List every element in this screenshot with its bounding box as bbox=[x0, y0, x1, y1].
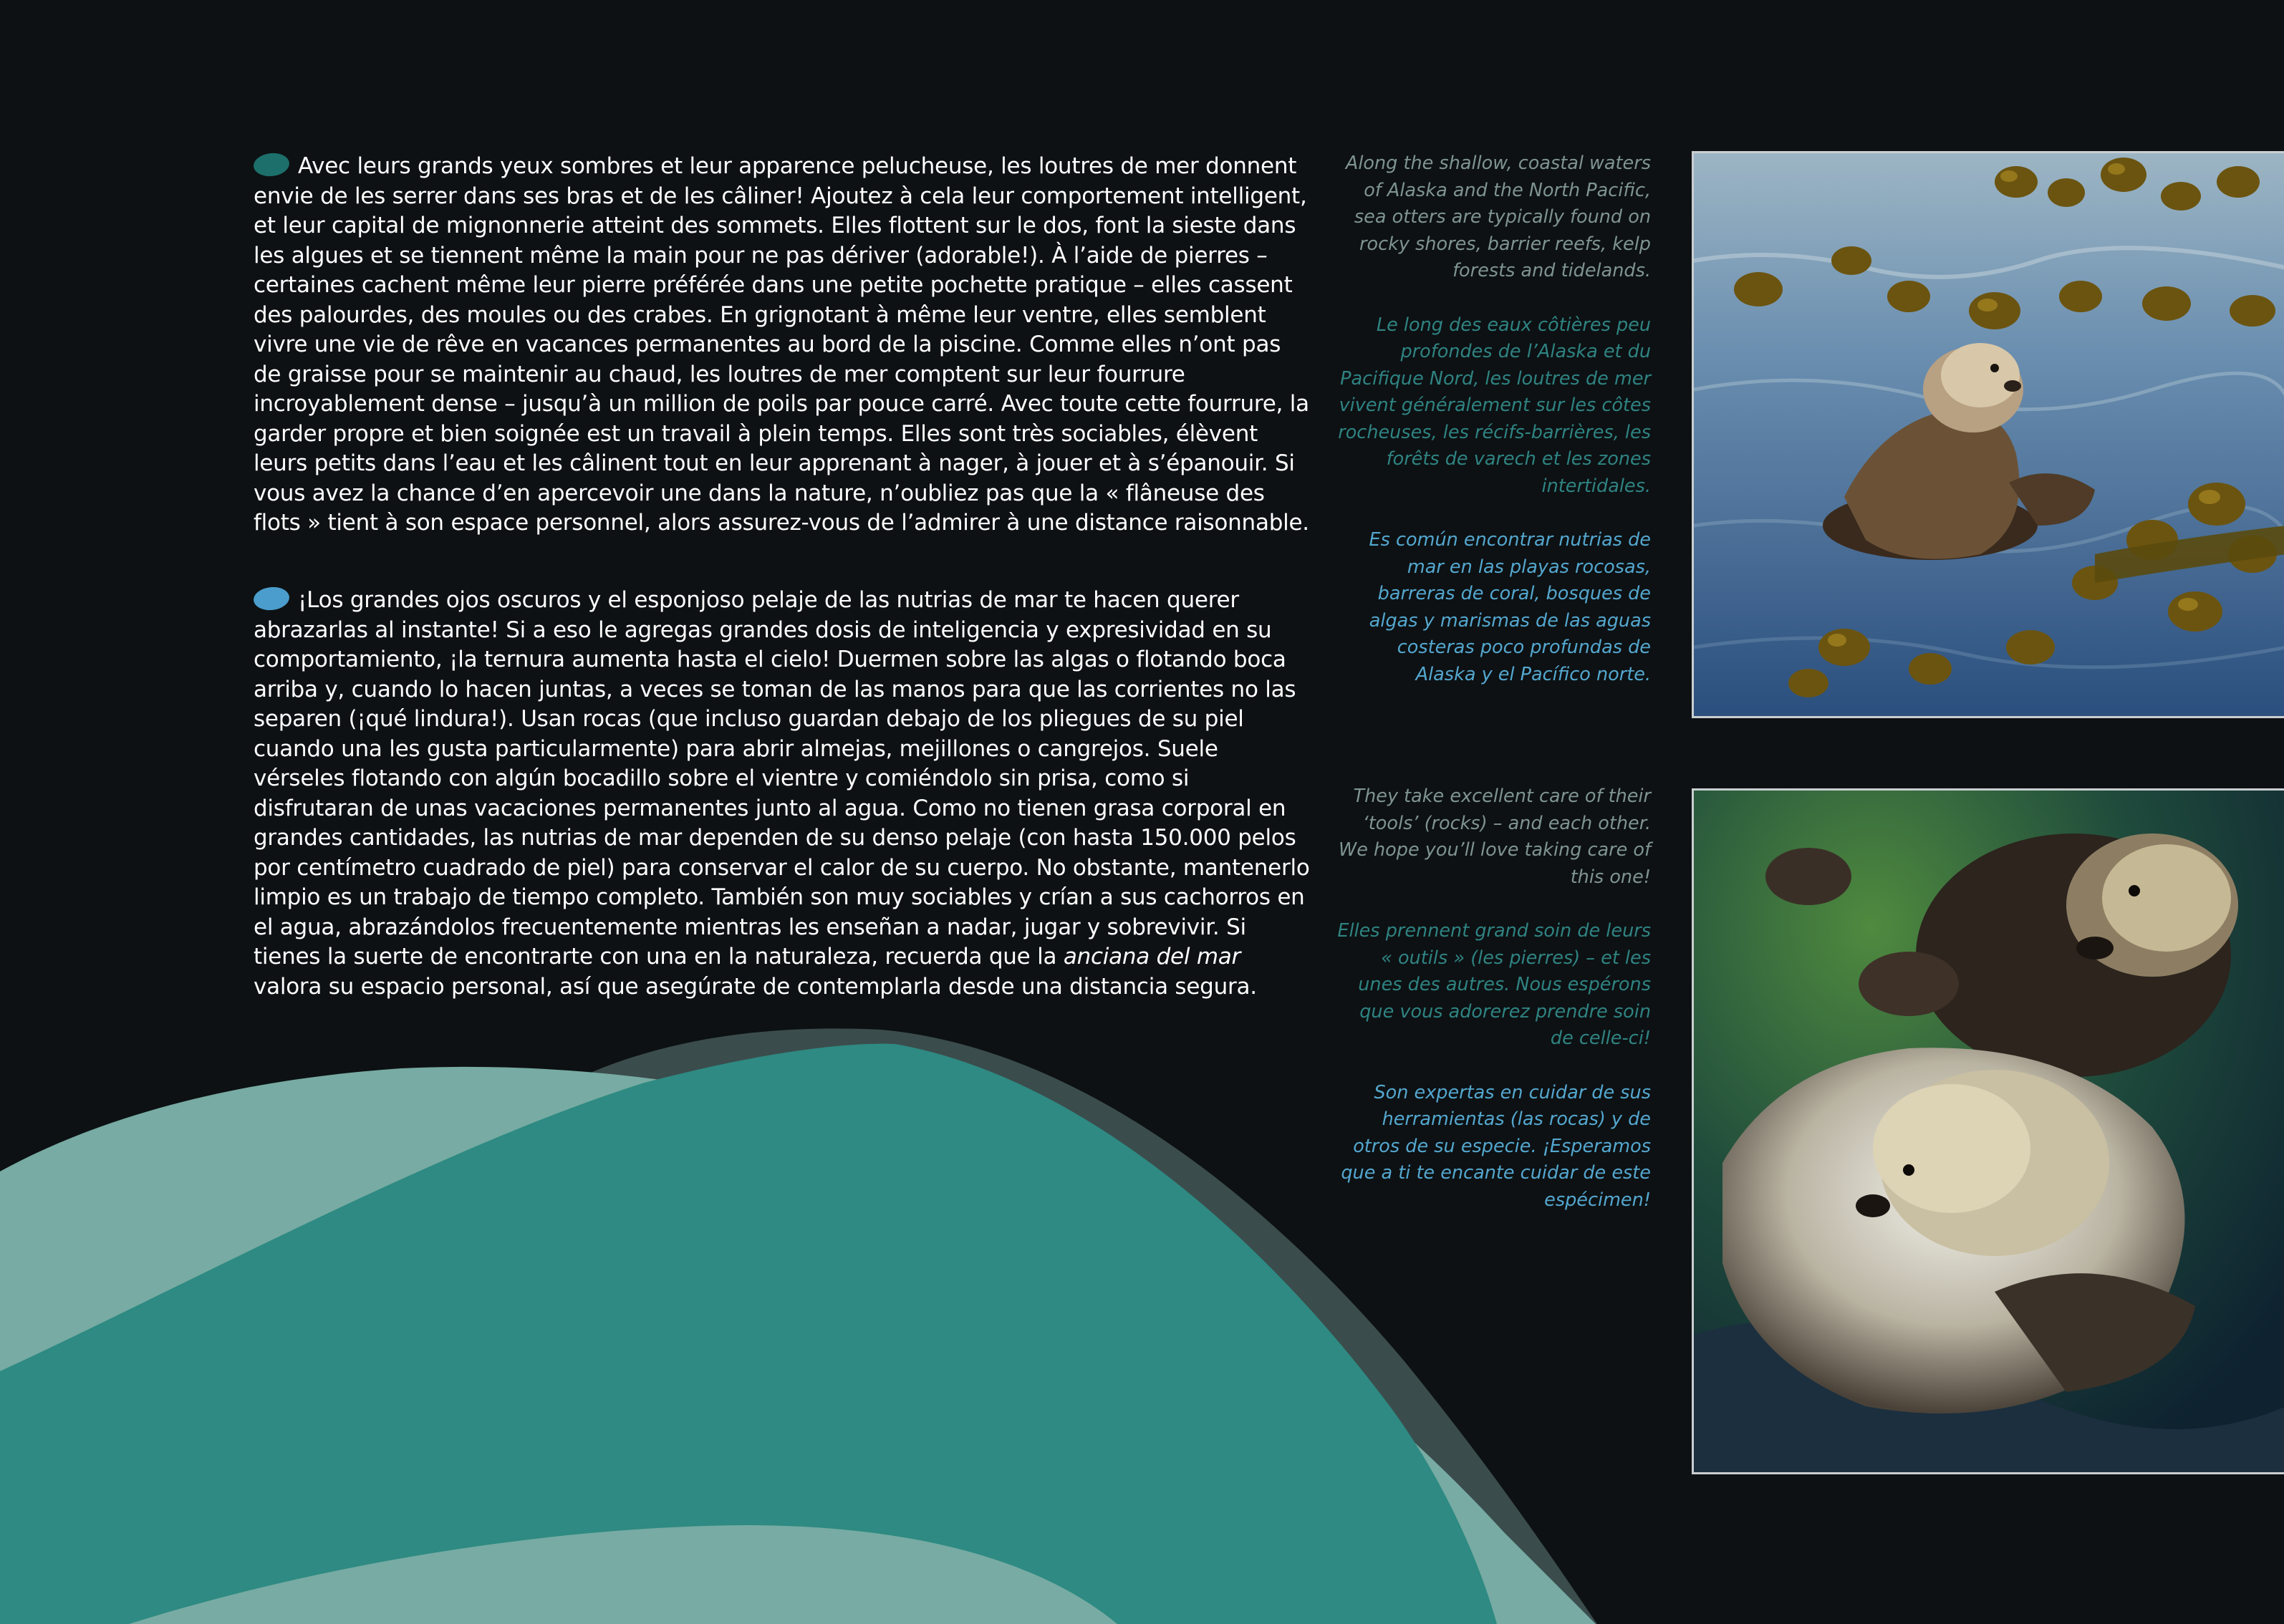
bullet-spanish bbox=[252, 585, 290, 612]
bullet-french bbox=[252, 151, 290, 178]
paragraph-spanish-ending: valora su espacio personal, así que asegúrate de contemplarla desde una distancia segura. bbox=[254, 973, 1257, 1000]
otters-cuddling-illustration bbox=[1694, 791, 2284, 1472]
paragraph-french bbox=[254, 152, 1314, 538]
caption-group-kelp bbox=[1336, 150, 1651, 688]
paragraph-spanish-text bbox=[254, 586, 1314, 1002]
photo-otter-in-kelp bbox=[1692, 151, 2284, 718]
caption-group-tools bbox=[1336, 783, 1651, 1214]
caption-tools-english: They take excellent care of their ‘tools’ (rocks) – and each other. We hope you’ll love taking care of this one! bbox=[1339, 786, 1651, 888]
paragraph-spanish bbox=[254, 586, 1314, 1002]
caption-kelp-english: Along the shallow, coastal waters of Alaska and the North Pacific, sea otters are typically found on rocky shores, barrier reefs, kelp forests and tidelands. bbox=[1345, 153, 1651, 281]
paragraph-spanish-italic: anciana del mar bbox=[1063, 944, 1241, 970]
photo-otters-cuddling bbox=[1692, 788, 2284, 1474]
caption-kelp-french: Le long des eaux côtières peu profondes de l’Alaska et du Pacifique Nord, les loutres de mer vivent généralement sur les côtes rocheuses, les récifs-barrières, les forêts de varech et les zones intertidales. bbox=[1338, 314, 1651, 497]
paragraph-spanish-body: ¡Los grandes ojos oscuros y el esponjoso pelaje de las nutrias de mar te hacen querer abrazarlas al instante! Si a eso le agregas grandes dosis de inteligencia y expresividad en su comportamiento, ¡la ternura aumenta hasta el cielo! Duermen sobre las algas o flotando boca arriba y, cuando lo hacen juntas, a veces se toman de las manos para que las corrientes no las separen (¡qué lindura!). Usan rocas (que incluso guardan debajo de los pliegues de su piel cuando una les gusta particularmente) para abrir almejas, mejillones o cangrejos. Suele vérseles flotando con algún bocadillo sobre el vientre y comiéndolo sin prisa, como si disfrutaran de unas vacaciones permanentes junto al agua. Como no tienen grasa corporal en grandes cantidades, las nutrias de mar dependen de su denso pelaje (con hasta 150.000 pelos por centímetro cuadrado de piel) para conservar el calor de su cuerpo. No obstante, mantenerlo limpio es un trabajo de tiempo completo. También son muy sociables y crían a sus cachorros en el agua, abrazándolos frecuentemente mientras les enseñan a nadar, jugar y sobrevivir. Si tienes la suerte de encontrarte con una en la naturaleza, recuerda que la bbox=[254, 587, 1310, 970]
caption-tools-spanish: Son expertas en cuidar de sus herramientas (las rocas) y de otros de su especie. ¡Esperamos que a ti te encante cuidar de este espécimen! bbox=[1341, 1081, 1651, 1211]
caption-tools-french: Elles prennent grand soin de leurs « outils » (les pierres) – et les unes des autres. Nous espérons que vous adorerez prendre soin de celle-ci! bbox=[1337, 920, 1651, 1049]
paragraph-french-body: Avec leurs grands yeux sombres et leur apparence pelucheuse, les loutres de mer donnent envie de les serrer dans ses bras et de les câliner! Ajoutez à cela leur comportement intelligent, et leur capital de mignonnerie atteint des sommets. Elles flottent sur le dos, font la sieste dans les algues et se tiennent même la main pour ne pas dériver (adorable!). À l’aide de pierres – certaines cachent même leur pierre préférée dans une petite pochette pratique – elles cassent des palourdes, des moules ou des crabes. En grignotant à même leur ventre, elles semblent vivre une vie de rêve en vacances permanentes au bord de la piscine. Comme elles n’ont pas de graisse pour se maintenir au chaud, les loutres de mer comptent sur leur fourrure incroyablement dense – jusqu’à un million de poils par pouce carré. Avec toute cette fourrure, la garder propre et bien soignée est un travail à plein temps. Elles sont très sociables, élèvent leurs petits dans l’eau et les câlinent tout en leur apprenant à nager, à jouer et à s’épanouir. Si vous avez la chance d’en apercevoir une dans la nature, n’oubliez pas que la « flâneuse des flots » tient à son espace personnel, alors assurez-vous de l’admirer à une distance raisonnable. bbox=[254, 153, 1309, 536]
otter-kelp-illustration bbox=[1694, 153, 2284, 716]
paragraph-french-text bbox=[254, 152, 1314, 538]
caption-kelp-spanish: Es común encontrar nutrias de mar en las playas rocosas, barreras de coral, bosques de algas y marismas de las aguas costeras poco profundas de Alaska y el Pacífico norte. bbox=[1369, 529, 1651, 685]
